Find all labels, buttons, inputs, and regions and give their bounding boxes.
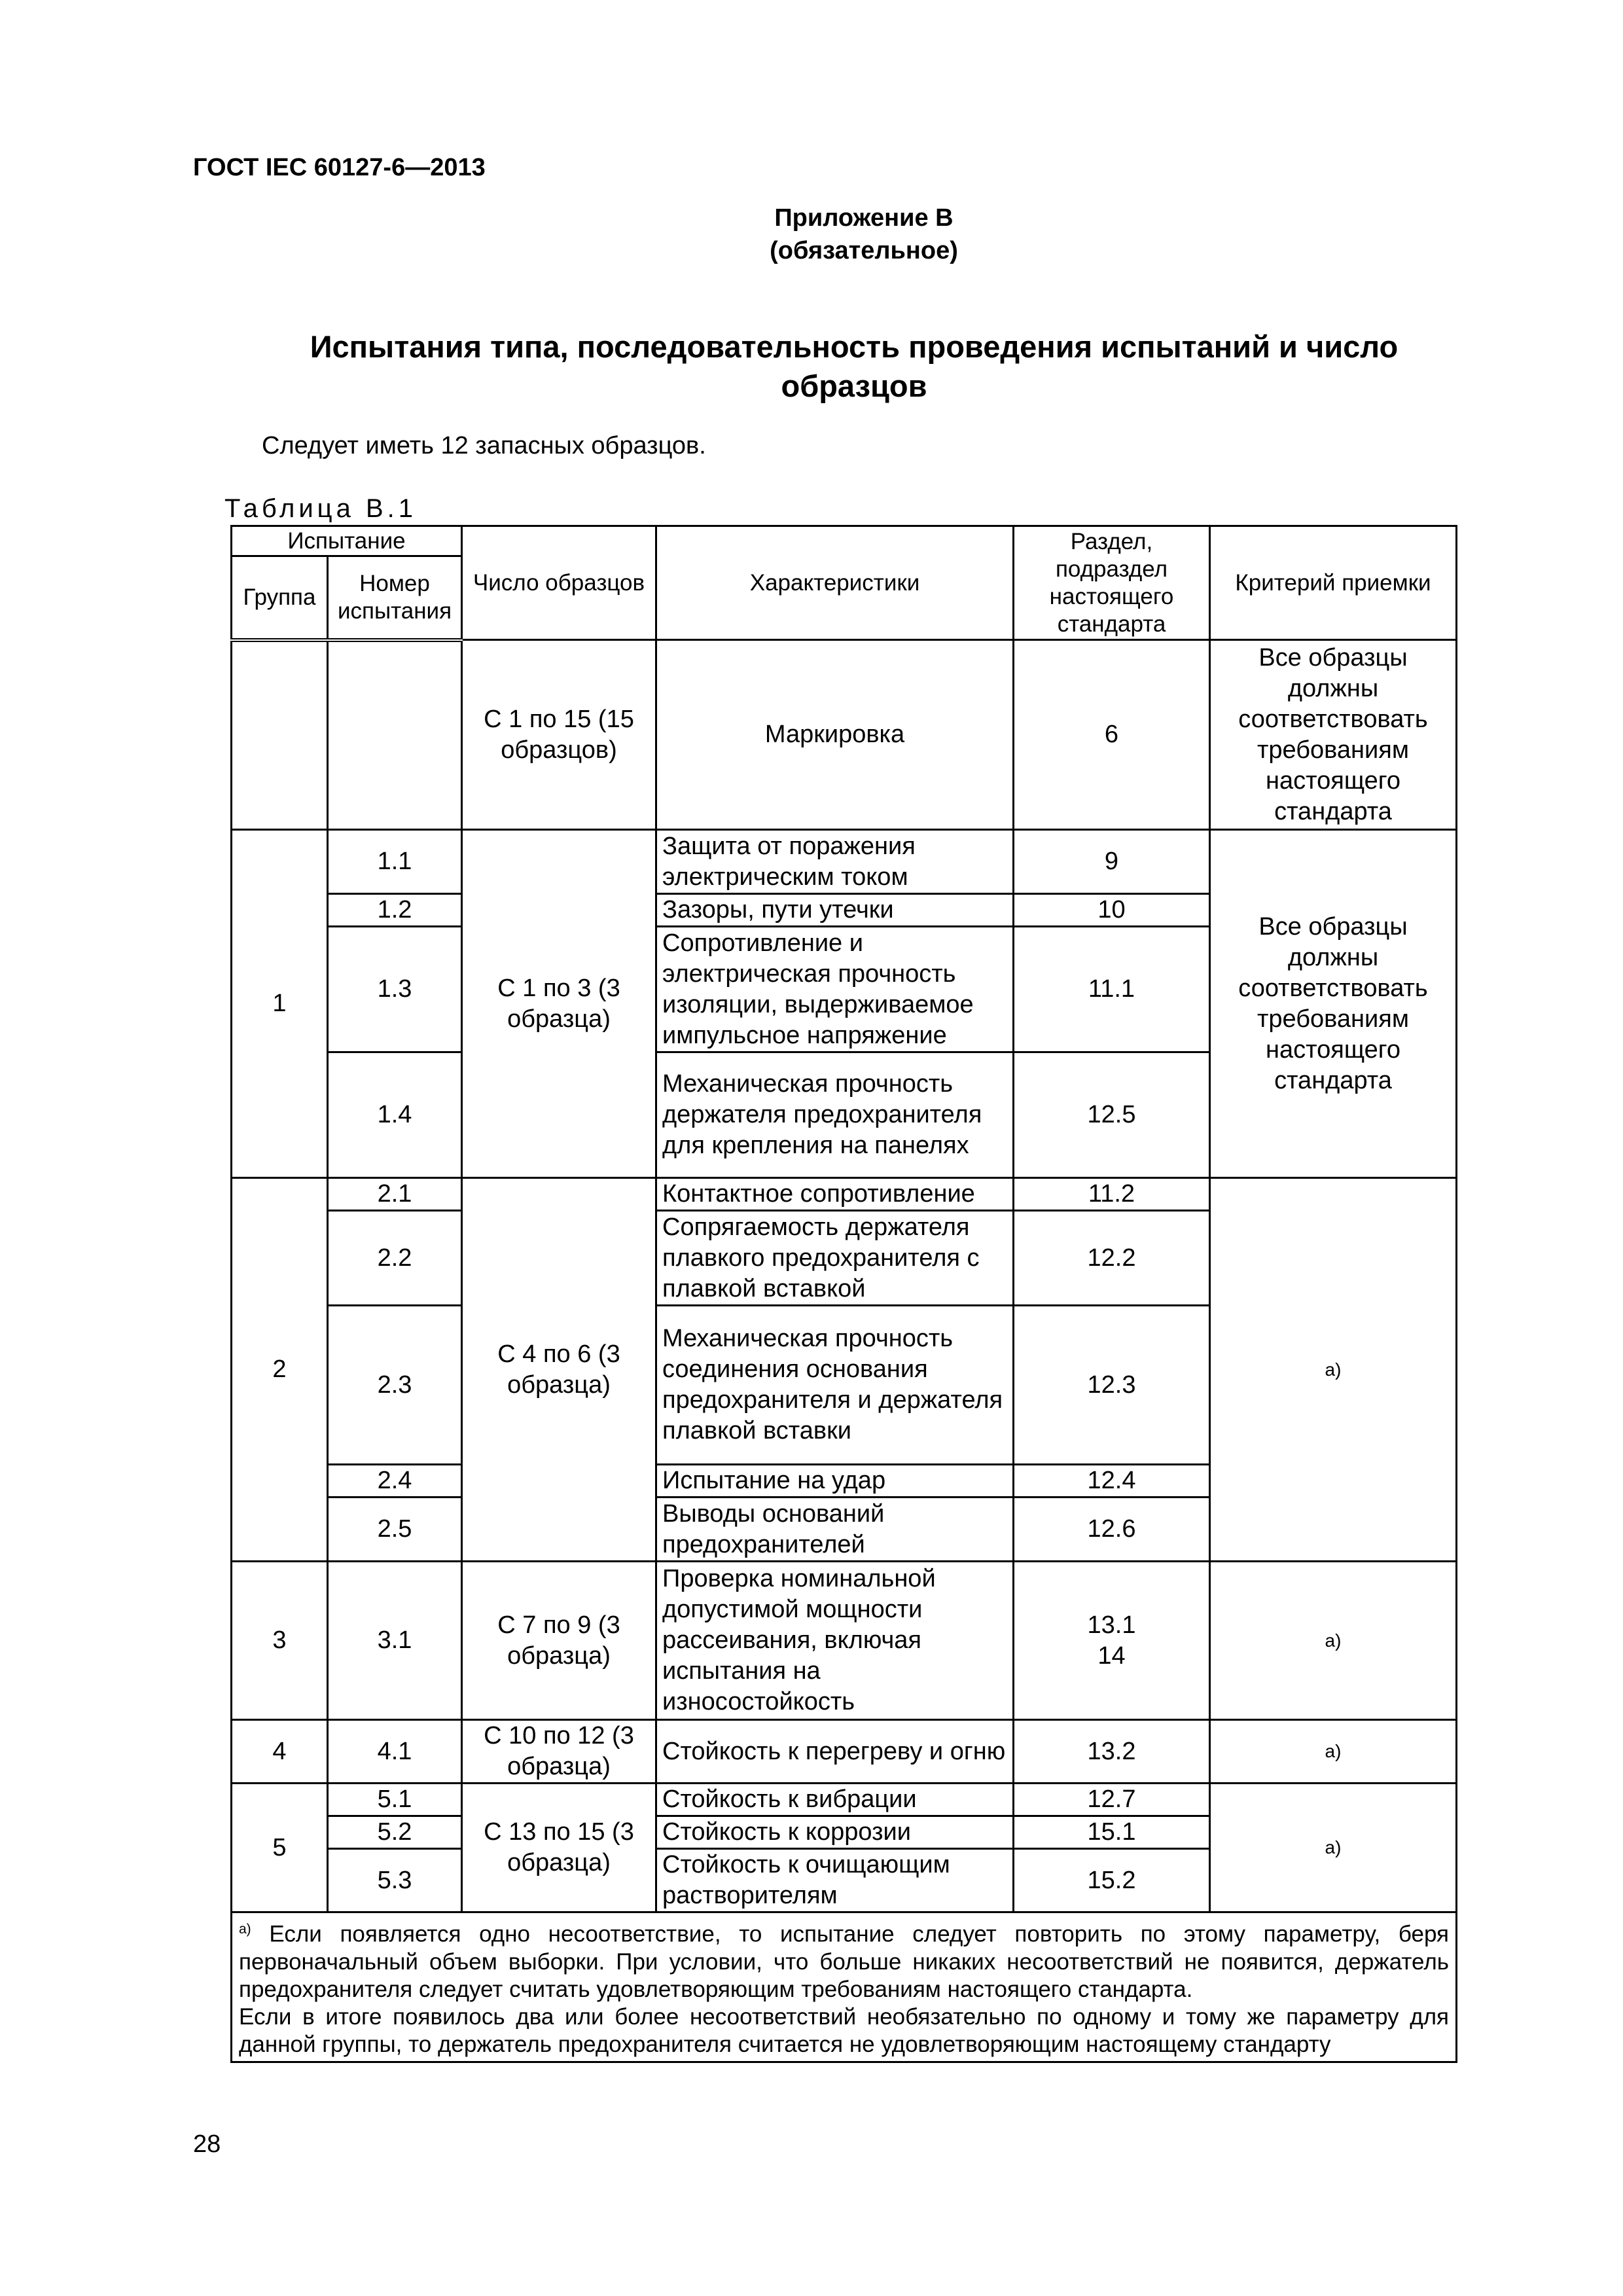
characteristic-cell: Механическая прочность соединения основания предохранителя и держателя плавкой вставки — [656, 1306, 1014, 1465]
header-section: Раздел, подраздел настоящего стандарта — [1014, 526, 1210, 640]
table-footnote — [232, 1912, 1457, 2062]
footnote-paragraph: Если в итоге появилось два или более несоответствий необязательно по одному и тому же параметру для данной группы, то держатель предохранителя считается не удовлетворяющим настоящему стандарту — [239, 2003, 1449, 2057]
table-row — [232, 1784, 1457, 1816]
samples-cell: С 1 по 3 (3 образца) — [462, 830, 656, 1178]
table-row — [232, 1720, 1457, 1784]
group-cell: 5 — [232, 1784, 328, 1912]
annex-status: (обязательное) — [770, 237, 958, 264]
criterion-note-cell: a) — [1210, 1720, 1457, 1784]
section-cell: 11.2 — [1014, 1178, 1210, 1211]
characteristic-cell: Проверка номинальной допустимой мощности рассеивания, включая испытания на износостойкость — [656, 1562, 1014, 1720]
samples-cell: С 1 по 15 (15 образцов) — [462, 640, 656, 830]
samples-cell: С 13 по 15 (3 образца) — [462, 1784, 656, 1912]
section-cell: 13.2 — [1014, 1720, 1210, 1784]
footnote-text: Если появляется одно несоответствие, то испытание следует повторить по этому параметру, беря первоначальный объем выборки. При условии, что больше никаких несоответствий не появится, держатель предохранителя следует считать удовлетворяющим требованиям настоящего стандарта. — [239, 1921, 1449, 2002]
characteristic-cell: Контактное сопротивление — [656, 1178, 1014, 1211]
section-cell: 12.7 — [1014, 1784, 1210, 1816]
intro-text: Следует иметь 12 запасных образцов. — [262, 432, 706, 459]
criterion-cell: Все образцы должны соответствовать требованиям настоящего стандарта — [1210, 830, 1457, 1178]
section-cell: 15.2 — [1014, 1849, 1210, 1912]
header-test: Испытание — [232, 526, 462, 556]
section-cell: 12.5 — [1014, 1052, 1210, 1178]
header-test-number: Номер испытания — [328, 556, 462, 640]
table-label: Таблица В.1 — [224, 494, 417, 523]
section-cell: 15.1 — [1014, 1816, 1210, 1849]
criterion-note-cell: a) — [1210, 1784, 1457, 1912]
section-value: 13.1 — [1087, 1611, 1136, 1639]
header-criterion: Критерий приемки — [1210, 526, 1457, 640]
document-code: ГОСТ IEC 60127-6—2013 — [193, 154, 486, 181]
section-cell: 9 — [1014, 830, 1210, 894]
criterion-note-cell: a) — [1210, 1178, 1457, 1562]
characteristic-cell: Зазоры, пути утечки — [656, 894, 1014, 927]
footnote-paragraph — [239, 1916, 1449, 2003]
annex-heading — [681, 202, 1047, 267]
test-number-cell: 3.1 — [328, 1562, 462, 1720]
table-row — [232, 830, 1457, 894]
table-row — [232, 640, 1457, 830]
section-cell: 12.3 — [1014, 1306, 1210, 1465]
section-cell: 12.2 — [1014, 1211, 1210, 1306]
test-number-cell: 4.1 — [328, 1720, 462, 1784]
samples-cell: С 4 по 6 (3 образца) — [462, 1178, 656, 1562]
characteristic-cell: Механическая прочность держателя предохранителя для крепления на панелях — [656, 1052, 1014, 1178]
footnote-mark: а) — [239, 1922, 251, 1937]
section-cell: 10 — [1014, 894, 1210, 927]
characteristic-cell: Стойкость к очищающим растворителям — [656, 1849, 1014, 1912]
group-cell: 4 — [232, 1720, 328, 1784]
header-samples: Число образцов — [462, 526, 656, 640]
test-number-cell: 2.3 — [328, 1306, 462, 1465]
characteristic-cell: Стойкость к коррозии — [656, 1816, 1014, 1849]
group-cell: 1 — [232, 830, 328, 1178]
test-number-cell: 2.2 — [328, 1211, 462, 1306]
group-cell: 2 — [232, 1178, 328, 1562]
test-number-cell: 1.1 — [328, 830, 462, 894]
test-number-cell: 1.3 — [328, 927, 462, 1052]
page-number: 28 — [193, 2130, 221, 2158]
test-sequence-table — [230, 525, 1457, 2063]
test-number-cell: 1.4 — [328, 1052, 462, 1178]
section-cell — [1014, 1562, 1210, 1720]
characteristic-cell: Стойкость к вибрации — [656, 1784, 1014, 1816]
test-number-cell: 5.2 — [328, 1816, 462, 1849]
header-characteristics: Характеристики — [656, 526, 1014, 640]
group-cell: 3 — [232, 1562, 328, 1720]
test-number-cell: 2.5 — [328, 1498, 462, 1562]
criterion-cell: Все образцы должны соответствовать требованиям настоящего стандарта — [1210, 640, 1457, 830]
test-number-cell: 1.2 — [328, 894, 462, 927]
test-number-cell: 2.4 — [328, 1465, 462, 1498]
characteristic-cell: Выводы оснований предохранителей — [656, 1498, 1014, 1562]
header-group: Группа — [232, 556, 328, 640]
group-cell — [232, 640, 328, 830]
table-row — [232, 1562, 1457, 1720]
section-cell: 6 — [1014, 640, 1210, 830]
samples-cell: С 7 по 9 (3 образца) — [462, 1562, 656, 1720]
test-number-cell: 2.1 — [328, 1178, 462, 1211]
test-number-cell — [328, 640, 462, 830]
section-cell: 12.4 — [1014, 1465, 1210, 1498]
table-footnote-row — [232, 1912, 1457, 2062]
criterion-note-cell: a) — [1210, 1562, 1457, 1720]
test-number-cell: 5.3 — [328, 1849, 462, 1912]
characteristic-cell: Защита от поражения электрическим током — [656, 830, 1014, 894]
characteristic-cell: Испытание на удар — [656, 1465, 1014, 1498]
characteristic-cell: Маркировка — [656, 640, 1014, 830]
table-row — [232, 1178, 1457, 1211]
section-cell: 12.6 — [1014, 1498, 1210, 1562]
page-title: Испытания типа, последовательность проведения испытаний и число образцов — [310, 329, 1399, 403]
samples-cell: С 10 по 12 (3 образца) — [462, 1720, 656, 1784]
section-cell: 11.1 — [1014, 927, 1210, 1052]
section-value: 14 — [1097, 1641, 1126, 1670]
annex-title: Приложение В — [774, 204, 954, 232]
test-number-cell: 5.1 — [328, 1784, 462, 1816]
characteristic-cell: Сопрягаемость держателя плавкого предохранителя с плавкой вставкой — [656, 1211, 1014, 1306]
characteristic-cell: Сопротивление и электрическая прочность изоляции, выдерживаемое импульсное напряжение — [656, 927, 1014, 1052]
characteristic-cell: Стойкость к перегреву и огню — [656, 1720, 1014, 1784]
